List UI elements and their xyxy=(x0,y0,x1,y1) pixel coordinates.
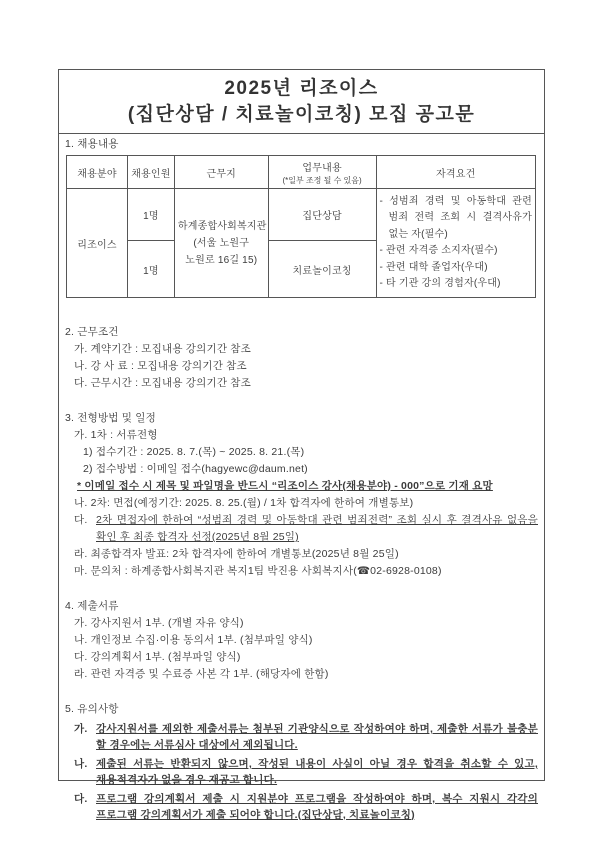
header-qualification: 자격요건 xyxy=(376,156,535,189)
workplace-line-2: (서울 노원구 xyxy=(193,237,250,249)
qualification-item: - 성범죄 경력 및 아동학대 관련 범죄 전력 조회 시 결격사유가 없는 자(필수) xyxy=(379,195,532,240)
section1-heading: 1. 채용내용 xyxy=(65,138,119,150)
notice-text: 강사지원서를 제외한 제출서류는 첨부된 기관양식으로 작성하여야 하며, 제출한 서류가 불충분 할 경우에는 서류심사 대상에서 제외됩니다. xyxy=(96,723,538,751)
section-submission-documents xyxy=(65,598,538,683)
section4-heading: 4. 제출서류 xyxy=(65,600,119,612)
cell-field: 리조이스 xyxy=(67,189,128,298)
item-prefix: 다. xyxy=(74,514,88,526)
process-step-3 xyxy=(65,512,538,546)
document-item: 가. 강사지원서 1부. (개별 자유 양식) xyxy=(74,617,244,629)
workplace-line-1: 하계종합사회복지관 xyxy=(177,220,267,232)
title-line-2: (집단상담 / 치료놀이코칭) 모집 공고문 xyxy=(127,104,476,125)
application-method: 2) 접수방법 : 이메일 접수(hagyewc@daum.net) xyxy=(83,463,308,475)
notice-text: 제출된 서류는 반환되지 않으며, 작성된 내용이 사실이 아닐 경우 합격을 취소할 수 있고, 채용적격자가 없을 경우 재공고 합니다. xyxy=(96,758,538,786)
section-notes xyxy=(65,701,538,823)
document-item: 라. 관련 자격증 및 수료증 사본 각 1부. (해당자에 한함) xyxy=(74,668,329,680)
section-selection-process xyxy=(65,410,538,580)
notice-item xyxy=(65,792,538,823)
cell-count-2: 1명 xyxy=(127,241,174,298)
qualification-item: - 관련 대학 졸업자(우대) xyxy=(379,261,488,273)
notice-text: 프로그램 강의계획서 제출 시 지원분야 프로그램을 작성하여야 하며, 복수 지원시 각각의 프로그램 강의계획서가 제출 되어야 합니다.(집단상담, 치료놀이코칭) xyxy=(96,793,538,821)
qualification-item: - 타 기관 강의 경험자(우대) xyxy=(379,278,501,289)
item-prefix: 가. xyxy=(74,723,88,735)
header-workplace: 근무지 xyxy=(174,156,268,189)
notice-item xyxy=(65,757,538,788)
document-title-block xyxy=(59,70,544,134)
workplace-line-3: 노원로 16길 15) xyxy=(185,254,258,266)
document-frame xyxy=(58,69,545,821)
cell-duty-1: 집단상담 xyxy=(268,189,376,241)
section-working-conditions xyxy=(65,324,538,392)
process-step-1: 가. 1차 : 서류전형 xyxy=(74,429,158,441)
cell-qualifications xyxy=(376,189,535,298)
document-content xyxy=(59,134,544,823)
qualification-item: - 관련 자격증 소지자(필수) xyxy=(379,245,498,256)
document-item: 다. 강의계획서 1부. (첨부파일 양식) xyxy=(74,651,241,663)
header-duty xyxy=(268,156,376,189)
process-step-2: 나. 2차: 면접(예정기간: 2025. 8. 25.(월) / 1차 합격자에 한하여 개별통보) xyxy=(74,497,414,509)
document-item: 나. 개인정보 수집·이용 동의서 1부. (첨부파일 양식) xyxy=(74,634,313,646)
cell-count-1: 1명 xyxy=(127,189,174,241)
notice-item xyxy=(65,722,538,753)
background-check-text: 2차 면접자에 한하여 “성범죄 경력 및 아동학대 관련 범죄전력” 조회 실시 후 결격사유 없음을 확인 후 최종 합격자 선정(2025년 8월 25일) xyxy=(96,514,538,543)
section3-heading: 3. 전형방법 및 일정 xyxy=(65,412,156,424)
header-duty-title: 업무내용 xyxy=(302,162,342,174)
final-announcement: 라. 최종합격자 발표: 2차 합격자에 한하여 개별통보(2025년 8월 25일) xyxy=(74,548,399,560)
title-line-1: 2025년 리조이스 xyxy=(224,78,379,99)
section-recruitment xyxy=(65,137,538,298)
recruitment-table xyxy=(66,155,536,298)
condition-item: 가. 계약기간 : 모집내용 강의기간 참조 xyxy=(74,343,251,355)
section5-heading: 5. 유의사항 xyxy=(65,703,119,715)
header-count: 채용인원 xyxy=(127,156,174,189)
table-header-row xyxy=(67,156,536,189)
header-field: 채용분야 xyxy=(67,156,128,189)
contact-info: 마. 문의처 : 하계종합사회복지관 복지1팀 박진용 사회복지사(☎02-6928-0108) xyxy=(74,565,442,577)
condition-item: 나. 강 사 료 : 모집내용 강의기간 참조 xyxy=(74,360,247,372)
cell-workplace xyxy=(174,189,268,298)
application-period: 1) 접수기간 : 2025. 8. 7.(목) ~ 2025. 8. 21.(목) xyxy=(83,446,305,458)
item-prefix: 다. xyxy=(74,793,88,805)
header-duty-note: (*일부 조정 될 수 있음) xyxy=(282,175,362,185)
item-prefix: 나. xyxy=(74,758,88,770)
table-row xyxy=(67,189,536,241)
condition-item: 다. 근무시간 : 모집내용 강의기간 참조 xyxy=(74,377,251,389)
section2-heading: 2. 근무조건 xyxy=(65,326,119,338)
cell-duty-2: 치료놀이코칭 xyxy=(268,241,376,298)
email-filename-note: * 이메일 접수 시 제목 및 파일명을 반드시 “리조이스 강사(채용분야) - 000”으로 기재 요망 xyxy=(77,480,493,492)
